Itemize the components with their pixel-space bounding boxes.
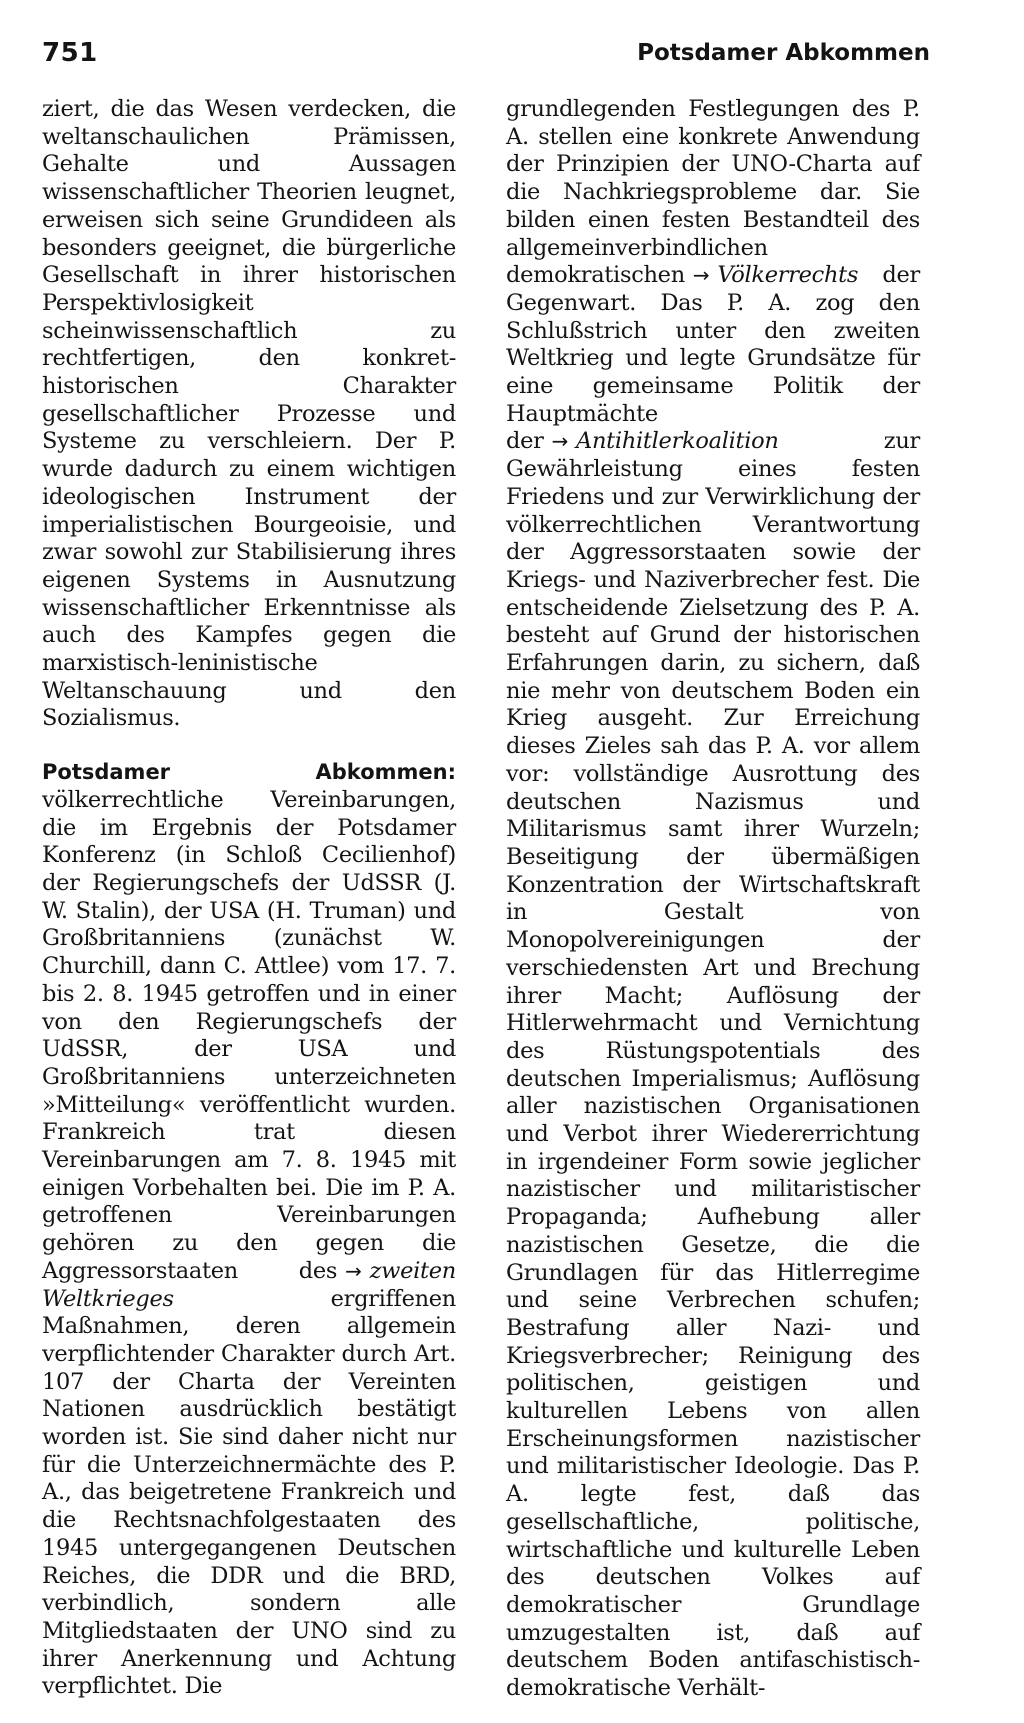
body-text: völkerrechtliche Vereinbarungen, die im Ergebnis der Potsdamer Konferenz (in Schloß Cecilienhof) der Regierungschefs der UdSSR (J. W. Stalin), der USA (H. Truman) und Großbritanniens (zunächst W. Churchill, dann C. Attlee) vom 17. 7. bis 2. 8. 1945 getroffen und in einer von den Regierungschefs der UdSSR, der USA und Großbritanniens unterzeichneten »Mitteilung« veröffentlicht wurden. Frankreich trat diesen Vereinbarungen am 7. 8. 1945 mit einigen Vorbehalten bei. Die im P. A. getroffenen Vereinbarungen gehören zu den gegen die Aggressorstaaten des bbox=[42, 786, 456, 1284]
running-head: Potsdamer Abkommen bbox=[637, 40, 930, 66]
body-text: ergriffenen Maßnahmen, deren allgemein verpflichtender Charakter durch Art. 107 der Charta der Vereinten Nationen ausdrücklich bestätigt worden ist. Sie sind daher nicht nur für die Unterzeichnermächte des P. A., das beigetretene Frankreich und die Rechtsnachfolgestaaten des 1945 untergegangenen Deutschen Reiches, die DDR und die BRD, verbindlich, sondern alle Mitgliedstaaten der UNO sind zu ihrer Anerkennung und Achtung verpflichtet. Die bbox=[42, 1285, 456, 1700]
paragraph-continued bbox=[506, 96, 920, 1703]
page-header bbox=[0, 0, 1024, 80]
page-number: 751 bbox=[42, 38, 98, 68]
body-text: grundlegenden Festlegungen des P. A. stellen eine konkrete Anwendung der Prinzipien der UNO-Charta auf die Nachkriegsprobleme dar. Sie bilden einen festen Bestandteil des allgemeinverbindlichen demokratischen bbox=[506, 96, 920, 289]
paragraph-continued bbox=[42, 96, 456, 733]
body-text: ziert, die das Wesen verdecken, die weltanschaulichen Prämissen, Gehalte und Aussagen wissenschaftlicher Theorien leugnet, erweisen sich seine Grundideen als besonders geeignet, die bürgerliche Gesellschaft in ihrer historischen Perspektivlosigkeit scheinwissenschaftlich zu rechtfertigen, den konkret-historischen Charakter gesellschaftlicher Prozesse und Systeme zu verschleiern. Der P. wurde dadurch zu einem wichtigen ideologischen Instrument der imperialistischen Bourgeoisie, und zwar sowohl zur Stabilisierung ihres eigenen Systems in Ausnutzung wissenschaftlicher Erkenntnisse als auch des Kampfes gegen die marxistisch-leninistische Weltanschauung und den Sozialismus. bbox=[42, 96, 456, 732]
right-column bbox=[506, 96, 920, 1703]
cross-reference-arrow-icon: → bbox=[692, 263, 710, 288]
cross-reference-link[interactable]: Antihitlerkoalition bbox=[576, 428, 779, 455]
left-column bbox=[42, 96, 456, 1701]
cross-reference-arrow-icon: → bbox=[345, 1258, 362, 1283]
cross-reference-link[interactable]: zweiten Weltkrieges bbox=[42, 1257, 456, 1312]
entry-lemma: Potsdamer Abkommen: bbox=[42, 760, 456, 785]
cross-reference-link[interactable]: Völkerrechts bbox=[717, 262, 859, 289]
body-text: zur Gewährleistung eines festen Friedens und zur Verwirklichung der völkerrechtlichen Verantwortung der Aggressorstaaten sowie der Kriegs- und Naziverbrecher fest. Die entscheidende Zielsetzung des P. A. besteht auf Grund der historischen Erfahrungen darin, zu sichern, daß nie mehr von deutschem Boden ein Krieg ausgeht. Zur Erreichung dieses Zieles sah das P. A. vor allem vor: vollständige Ausrottung des deutschen Nazismus und Militarismus samt ihrer Wurzeln; Beseitigung der übermäßigen Konzentration der Wirtschaftskraft in Gestalt von Monopolvereinigungen der verschiedensten Art und Brechung ihrer Macht; Auflösung der Hitlerwehrmacht und Vernichtung des Rüstungspotentials des deutschen Imperialismus; Auflösung aller nazistischen Organisationen und Verbot ihrer Wiedererrichtung in irgendeiner Form sowie jeglicher nazistischer und militaristischer Propaganda; Aufhebung aller nazistischen Gesetze, die die Grundlagen für das Hitlerregime und seine Verbrechen schufen; Bestrafung aller Nazi- und Kriegsverbrecher; Reinigung des politischen, geistigen und kulturellen Lebens von allen Erscheinungsformen nazistischer und militaristischer Ideologie. Das P. A. legte fest, daß das gesellschaftliche, politische, wirtschaftliche und kulturelle Leben des deutschen Volkes auf demokratischer Grundlage umzugestalten ist, daß auf deutschem Boden antifaschistisch-demokratische Verhält- bbox=[506, 428, 920, 1702]
cross-reference-arrow-icon: → bbox=[551, 429, 569, 454]
entry-potsdamer-abkommen bbox=[42, 759, 456, 1701]
body-text: der Gegenwart. Das P. A. zog den Schlußstrich unter den zweiten Weltkrieg und legte Grundsätze für eine gemeinsame Politik der Hauptmächte der bbox=[506, 262, 920, 455]
